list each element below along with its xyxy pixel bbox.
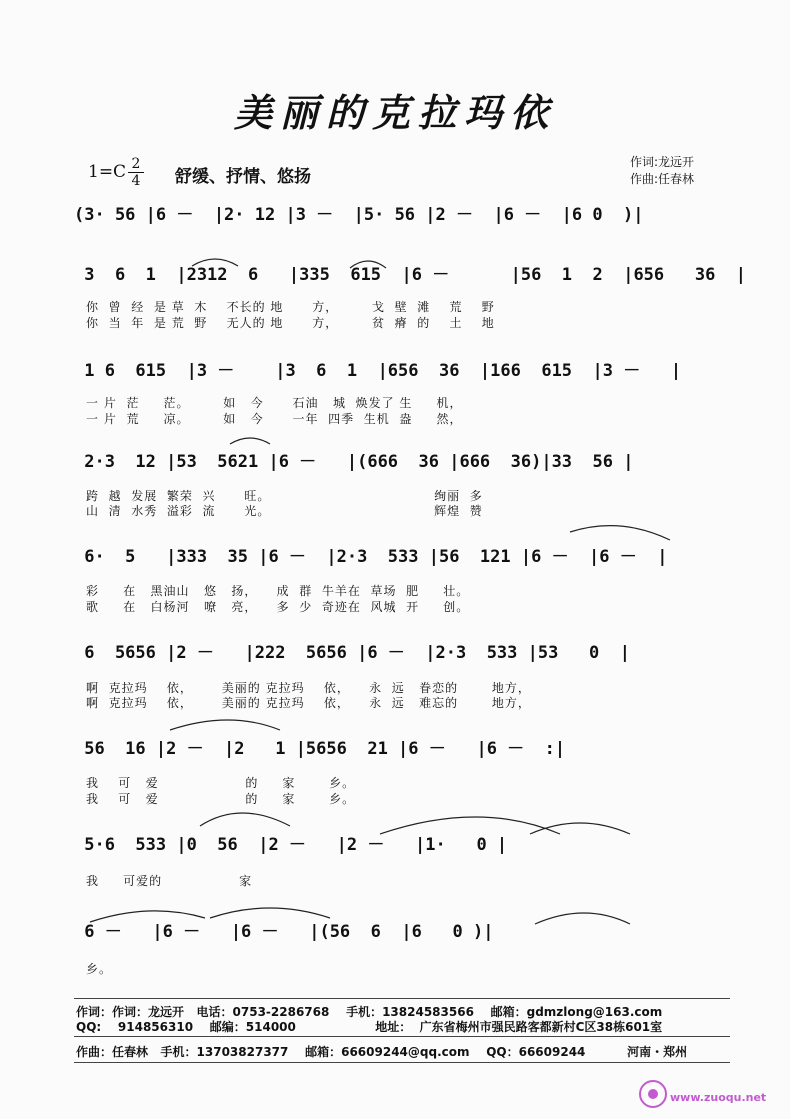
time-sig-top: 2 [128,156,144,173]
footer-divider [74,1062,730,1063]
composer-contact: 作曲：任春林 手机：13703827377 邮箱：66609244@qq.com QQ：66609244 河南・郑州 [76,1045,688,1059]
lyrics-verse-2: 山 清 水秀 溢彩 流 光。 辉煌 赞 [86,504,483,518]
slur [350,261,386,268]
notes-line: 6 5656 |2 － |222 5656 |6 － |2·3 533 |53 0 | [74,643,630,663]
lyrics-verse-1: 你 曾 经 是 草 木 不长的 地 方， 戈 壁 滩 荒 野 [86,300,495,314]
lyrics-verse-1: 一 片 茫 茫。 如 今 石油 城 焕发了 生 机， [86,396,463,410]
notes-line: 2·3 12 |53 5621 |6 － |(666 36 |666 36)|33 56 | [74,452,634,472]
time-sig-bottom: 4 [131,173,141,189]
notes-line: 5·6 533 |0 56 |2 － |2 － |1· 0 | [74,835,508,855]
composer-credit: 作曲:任春林 [630,172,695,186]
lyrics-verse-1: 我 可爱的 家 [86,874,253,888]
lyrics-verse-2: 啊 克拉玛 依， 美丽的 克拉玛 依， 永 远 难忘的 地方， [86,696,531,710]
lyrics-verse-2: 你 当 年 是 荒 野 无人的 地 方， 贫 瘠 的 土 地 [86,316,495,330]
notes-line: 3 6 1 |2312 6 |335 615 |6 － |56 1 2 |656 36 | [74,265,747,285]
footer-divider [74,1036,730,1037]
footer-divider [74,998,730,999]
slur [192,259,238,266]
lyrics-verse-2: 歌 在 白杨河 嘹 亮， 多 少 奇迹在 风城 开 创。 [86,600,470,614]
lyrics-verse-1: 彩 在 黑油山 悠 扬， 成 群 牛羊在 草场 肥 壮。 [86,584,470,598]
tempo-marking: 舒缓、抒情、悠扬 [175,167,311,187]
watermark-url: www.zuoqu.net [670,1091,767,1104]
lyrics-verse-1: 乡。 [86,962,113,976]
notes-line: 56 16 |2 － |2 1 |5656 21 |6 － |6 － :| [74,739,566,759]
lyricist-address: QQ: 914856310 邮编：514000 地址： 广东省梅州市强民路客都新村C区38栋601室 [76,1020,663,1034]
lyricist-contact: 作词：作词：龙远开 电话：0753-2286768 手机：13824583566 邮箱：gdmzlong@163.com [76,1005,663,1019]
watermark [638,1079,778,1109]
notes-line: 1 6 615 |3 － |3 6 1 |656 36 |166 615 |3 － | [74,361,682,381]
lyrics-verse-2: 我 可 爱 的 家 乡。 [86,792,356,806]
notes-line: (3· 56 |6 － |2· 12 |3 － |5· 56 |2 － |6 － |6 0 )| [74,205,644,225]
lyrics-verse-1: 跨 越 发展 繁荣 兴 旺。 绚丽 多 [86,489,483,503]
lyrics-verse-1: 我 可 爱 的 家 乡。 [86,776,356,790]
site-logo-icon [638,1079,668,1109]
notes-line: 6· 5 |333 35 |6 － |2·3 533 |56 121 |6 － |6 － | [74,547,668,567]
notes-line: 6 － |6 － |6 － |(56 6 |6 0 )| [74,922,494,942]
lyrics-verse-2: 一 片 荒 凉。 如 今 一年 四季 生机 盎 然， [86,412,463,426]
key-signature: 1=C [88,162,127,182]
song-title: 美丽的克拉玛依 [233,90,556,135]
lyricist-credit: 作词:龙远开 [630,155,695,169]
lyrics-verse-1: 啊 克拉玛 依， 美丽的 克拉玛 依， 永 远 眷恋的 地方， [86,681,531,695]
